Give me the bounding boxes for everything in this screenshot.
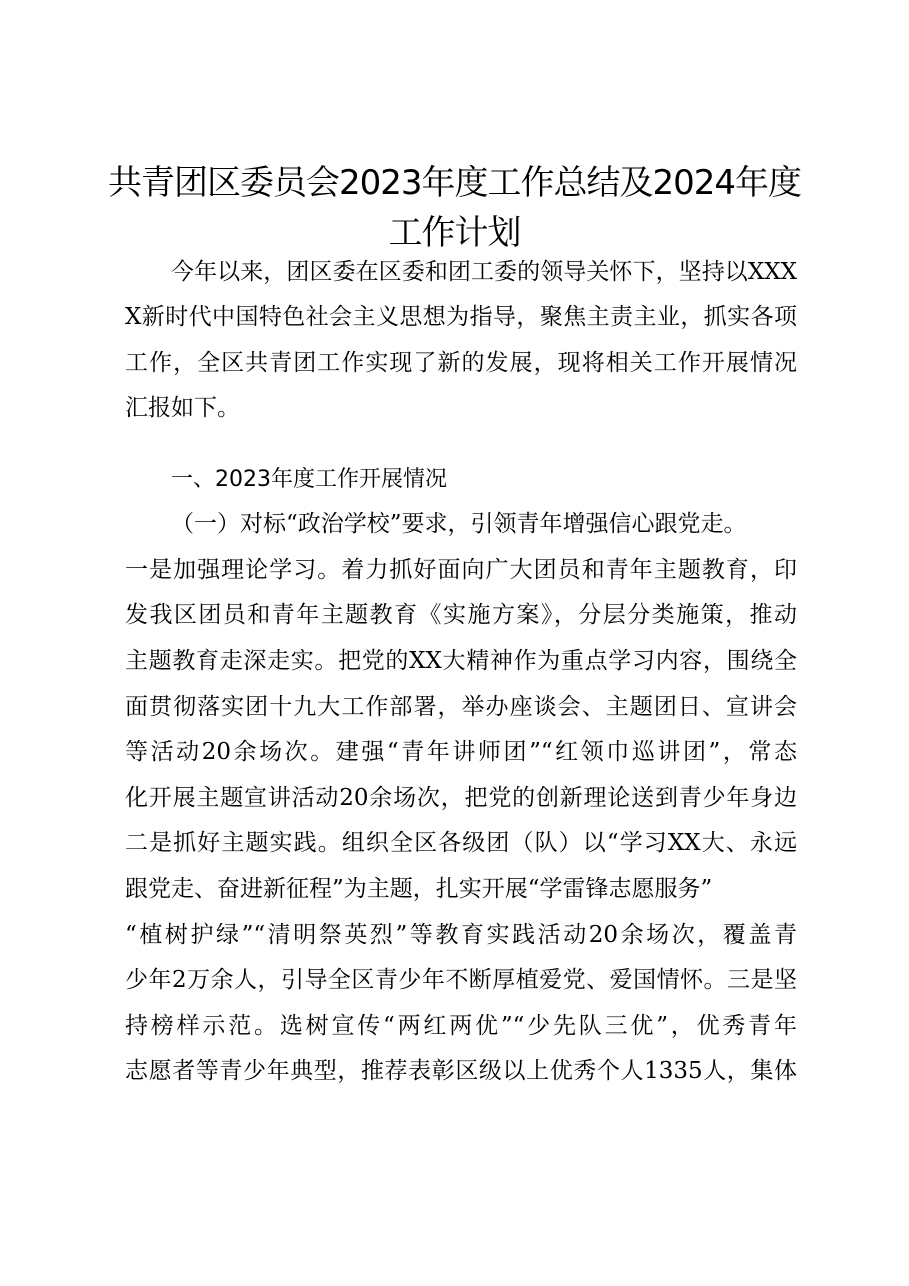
body-line-3: 主题教育走深走实。把党的XX大精神作为重点学习内容，围绕全 — [125, 648, 797, 674]
body-line-12: 志愿者等青少年典型，推荐表彰区级以上优秀个人1335人，集体 — [125, 1058, 797, 1084]
document-title-line-2: 工作计划 — [388, 213, 521, 253]
body-line-6: 化开展主题宣讲活动20余场次，把党的创新理论送到青少年身边 — [125, 785, 797, 811]
body-line-10: 少年2万余人，引导全区青少年不断厚植爱党、爱国情怀。三是坚 — [125, 967, 797, 993]
intro-line-4: 汇报如下。 — [125, 395, 240, 421]
body-line-8: 跟党走、奋进新征程”为主题，扎实开展“学雷锋志愿服务” — [125, 876, 713, 902]
body-line-1: 一是加强理论学习。着力抓好面向广大团员和青年主题教育，印 — [125, 557, 797, 583]
intro-line-3: 工作，全区共青团工作实现了新的发展，现将相关工作开展情况 — [125, 350, 797, 376]
intro-line-2: X新时代中国特色社会主义思想为指导，聚焦主责主业，抓实各项 — [125, 304, 797, 330]
document-title-line-1: 共青团区委员会2023年度工作总结及2024年度 — [107, 163, 802, 203]
body-line-2: 发我区团员和青年主题教育《实施方案》，分层分类施策，推动 — [125, 602, 797, 628]
section-heading: 一、2023年度工作开展情况 — [171, 467, 447, 492]
body-line-4: 面贯彻落实团十九大工作部署，举办座谈会、主题团日、宣讲会 — [125, 694, 797, 720]
body-line-7: 二是抓好主题实践。组织全区各级团（队）以“学习XX大、永远 — [125, 830, 797, 856]
intro-line-1: 今年以来，团区委在区委和团工委的领导关怀下，坚持以XXX — [171, 259, 797, 285]
body-line-11: 持榜样示范。选树宣传“两红两优”“少先队三优”，优秀青年 — [125, 1013, 797, 1039]
subsection-heading: （一）对标“政治学校”要求，引领青年增强信心跟党走。 — [171, 511, 747, 537]
body-line-5: 等活动20余场次。建强“青年讲师团”“红领巾巡讲团”，常态 — [125, 739, 797, 765]
body-line-9: “植树护绿”“清明祭英烈”等教育实践活动20余场次，覆盖青 — [125, 922, 797, 948]
